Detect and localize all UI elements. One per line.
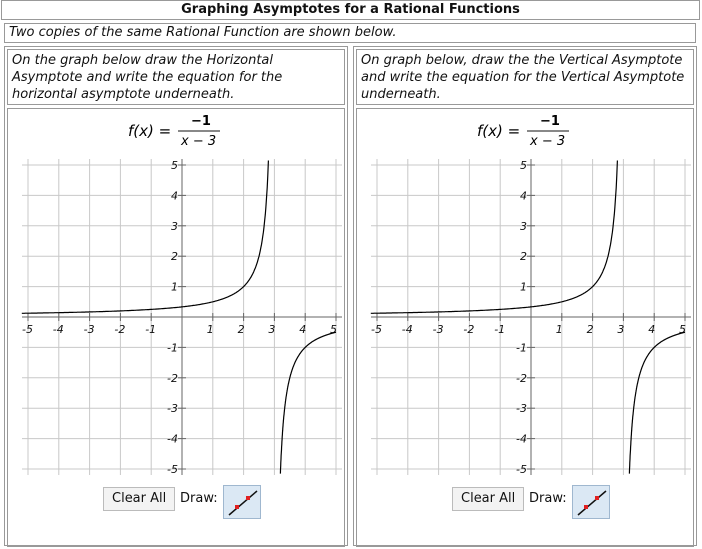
line-tool-icon — [224, 486, 262, 520]
y-tick-label: -3 — [167, 402, 178, 416]
y-tick-label: -4 — [516, 432, 527, 446]
y-tick-label: -4 — [167, 432, 178, 446]
x-tick-label: 5 — [679, 323, 686, 336]
x-tick-label: -1 — [145, 323, 157, 336]
y-tick-label: 1 — [171, 280, 178, 294]
formula-lhs: f(x) = — [477, 122, 521, 140]
x-tick-label: 4 — [648, 323, 656, 336]
formula-denominator: x − 3 — [530, 134, 566, 149]
y-tick-label: 1 — [520, 280, 527, 294]
x-tick-label: -3 — [432, 323, 444, 336]
x-tick-label: 5 — [330, 323, 337, 336]
draw-label: Draw: — [180, 491, 218, 506]
x-tick-label: 2 — [586, 323, 594, 336]
formula-lhs: f(x) = — [128, 122, 172, 140]
y-tick-label: -1 — [167, 341, 178, 355]
left-panel — [4, 46, 348, 546]
graph-box-left — [7, 108, 345, 547]
graph-box-right — [356, 108, 694, 547]
line-tool-icon — [573, 486, 611, 520]
formula-numerator: −1 — [191, 114, 211, 129]
y-tick-label: 3 — [171, 219, 178, 233]
x-tick-label: 3 — [617, 323, 625, 336]
formula-denominator: x − 3 — [181, 134, 217, 149]
line-tool-button[interactable] — [223, 485, 261, 519]
right-panel — [353, 46, 697, 546]
x-tick-label: -4 — [52, 323, 64, 336]
x-tick-label: -2 — [463, 323, 475, 336]
y-tick-label: -2 — [167, 371, 178, 385]
axes — [371, 159, 691, 475]
page-title: Graphing Asymptotes for a Rational Functions — [1, 0, 700, 20]
y-tick-label: 5 — [520, 159, 527, 172]
x-tick-label: -4 — [401, 323, 413, 336]
y-tick-label: 2 — [171, 250, 178, 264]
page-subtitle: Two copies of the same Rational Function are shown below. — [4, 23, 696, 43]
y-tick-label: -5 — [167, 463, 178, 476]
x-tick-label: -5 — [22, 323, 33, 336]
instruction-horizontal: On the graph below draw the Horizontal Asymptote and write the equation for the horizontal asymptote underneath. — [7, 49, 345, 105]
y-tick-label: -1 — [516, 341, 527, 355]
x-tick-label: 4 — [299, 323, 307, 336]
instruction-vertical: On graph below, draw the the Vertical Asymptote and write the equation for the Vertical Asymptote underneath. — [356, 49, 694, 105]
x-tick-label: -1 — [494, 323, 506, 336]
y-tick-label: 3 — [520, 219, 527, 233]
formula-numerator: −1 — [540, 114, 560, 129]
x-tick-label: -5 — [371, 323, 382, 336]
axes — [22, 159, 342, 475]
x-tick-label: 1 — [555, 323, 563, 336]
x-tick-label: -2 — [114, 323, 126, 336]
curve-right-branch — [280, 332, 336, 473]
y-tick-label: 4 — [171, 189, 178, 203]
y-tick-label: -3 — [516, 402, 527, 416]
graph-canvas-left[interactable] — [8, 109, 346, 549]
y-tick-label: 2 — [520, 250, 527, 264]
clear-all-button[interactable]: Clear All — [103, 487, 175, 511]
x-tick-label: -3 — [83, 323, 95, 336]
line-tool-button[interactable] — [572, 485, 610, 519]
graph-canvas-right[interactable] — [357, 109, 695, 549]
draw-label: Draw: — [529, 491, 567, 506]
x-tick-label: 3 — [268, 323, 276, 336]
y-tick-label: -5 — [516, 463, 527, 476]
clear-all-button[interactable]: Clear All — [452, 487, 524, 511]
x-tick-label: 1 — [206, 323, 214, 336]
y-tick-label: -2 — [516, 371, 527, 385]
x-tick-label: 2 — [237, 323, 245, 336]
curve-right-branch — [629, 332, 685, 473]
y-tick-label: 5 — [171, 159, 178, 172]
y-tick-label: 4 — [520, 189, 527, 203]
